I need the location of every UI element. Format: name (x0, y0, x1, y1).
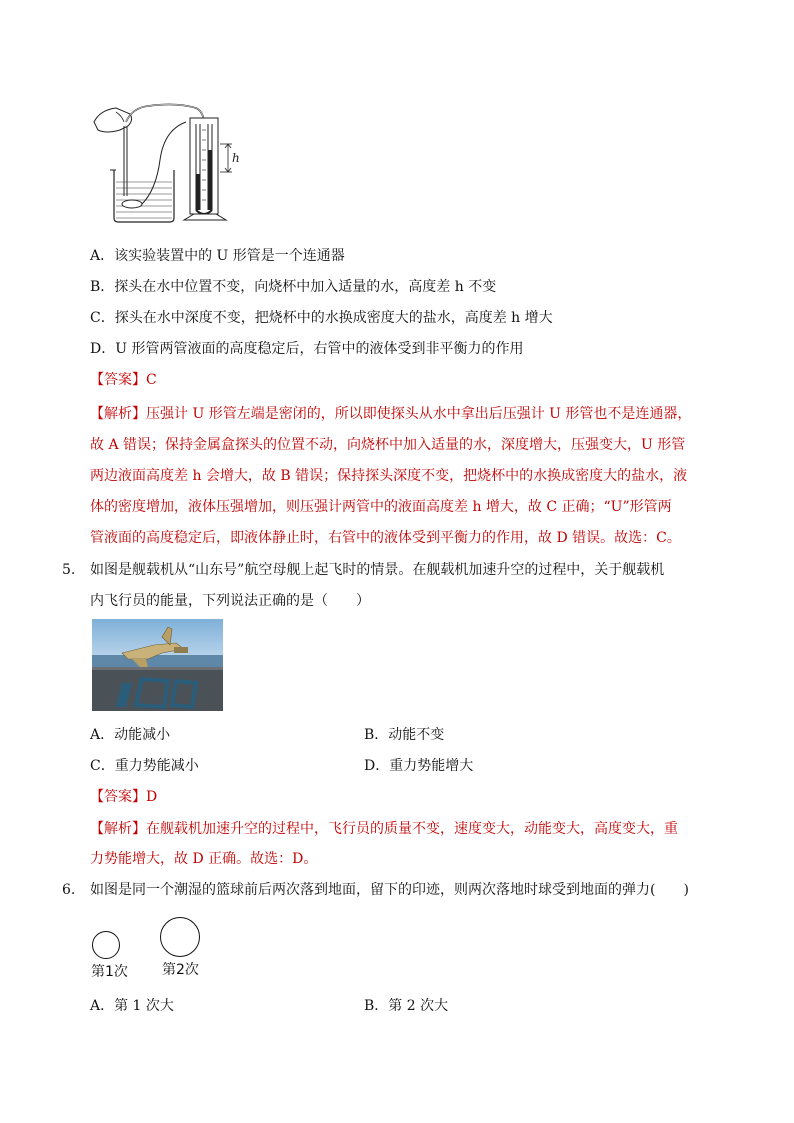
analysis-label: 【解析】 (90, 406, 146, 422)
q5-stem-line-1: 如图是舰载机从“山东号”航空母舰上起飞时的情景。在舰载机加速升空的过程中，关于舰载机 (90, 562, 665, 578)
answer-label: 【答案】 (90, 789, 146, 805)
q4-analysis-line-3: 两边液面高度差 h 会增大，故 B 错误；保持探头深度不变，把烧杯中的水换成密度大的盐水，液 (90, 468, 688, 484)
analysis-text: 压强计 U 形管左端是密闭的，所以即使探头从水中拿出后压强计 U 形管也不是连通器， (146, 406, 692, 422)
q5-option-a: A．动能减小 (90, 727, 171, 743)
q4-analysis-line-2: 故 A 错误；保持金属盒探头的位置不动，向烧杯中加入适量的水，深度增大，压强变大，U 形管 (90, 437, 686, 453)
q5-option-d: D．重力势能增大 (364, 758, 474, 774)
pressure-gauge-apparatus-figure (86, 100, 256, 228)
q5-option-b: B．动能不变 (364, 727, 445, 743)
q4-option-a: A．该实验装置中的 U 形管是一个连通器 (90, 248, 345, 264)
q5-stem-line-2: 内飞行员的能量，下列说法正确的是（ ） (90, 593, 370, 609)
answer-value: D (146, 789, 158, 805)
q4-analysis-line-5: 管液面的高度稳定后，即液体静止时，右管中的液体受到平衡力的作用，故 D 错误。故选：C。 (90, 530, 681, 546)
q4-option-d: D．U 形管两管液面的高度稳定后，右管中的液体受到非平衡力的作用 (90, 341, 524, 357)
h-label: h (232, 151, 240, 165)
q4-option-b: B．探头在水中位置不变，向烧杯中加入适量的水，高度差 h 不变 (90, 279, 497, 295)
q4-answer (90, 370, 157, 390)
caption-second: 第2次 (162, 962, 199, 978)
caption-first: 第1次 (91, 964, 128, 980)
ball-print-circle-2 (160, 917, 200, 957)
q5-analysis-line-1 (90, 819, 678, 839)
answer-label: 【答案】 (90, 372, 146, 388)
q5-analysis-line-2: 力势能增大，故 D 正确。故选：D。 (90, 851, 318, 867)
analysis-text: 在舰载机加速升空的过程中，飞行员的质量不变，速度变大，动能变大，高度变大，重 (146, 821, 678, 837)
q4-analysis-line-1 (90, 404, 691, 424)
q6-number: 6. (62, 882, 76, 898)
q4-analysis-line-4: 体的密度增加，液体压强增加，则压强计两管中的液面高度差 h 增大，故 C 正确；“U”形管两 (90, 499, 672, 515)
q5-answer (90, 787, 157, 807)
q5-option-c: C．重力势能减小 (90, 758, 199, 774)
carrier-aircraft-photo (92, 619, 223, 711)
q6-option-b: B．第 2 次大 (364, 998, 449, 1014)
q6-option-a: A．第 1 次大 (90, 998, 174, 1014)
q4-option-c: C．探头在水中深度不变，把烧杯中的水换成密度大的盐水，高度差 h 增大 (90, 310, 553, 326)
q5-number: 5. (62, 562, 76, 578)
q6-stem: 如图是同一个潮湿的篮球前后两次落到地面，留下的印迹，则两次落地时球受到地面的弹力( ) (90, 882, 689, 898)
analysis-label: 【解析】 (90, 821, 146, 837)
answer-value: C (146, 372, 157, 388)
ball-print-circle-1 (92, 931, 120, 959)
